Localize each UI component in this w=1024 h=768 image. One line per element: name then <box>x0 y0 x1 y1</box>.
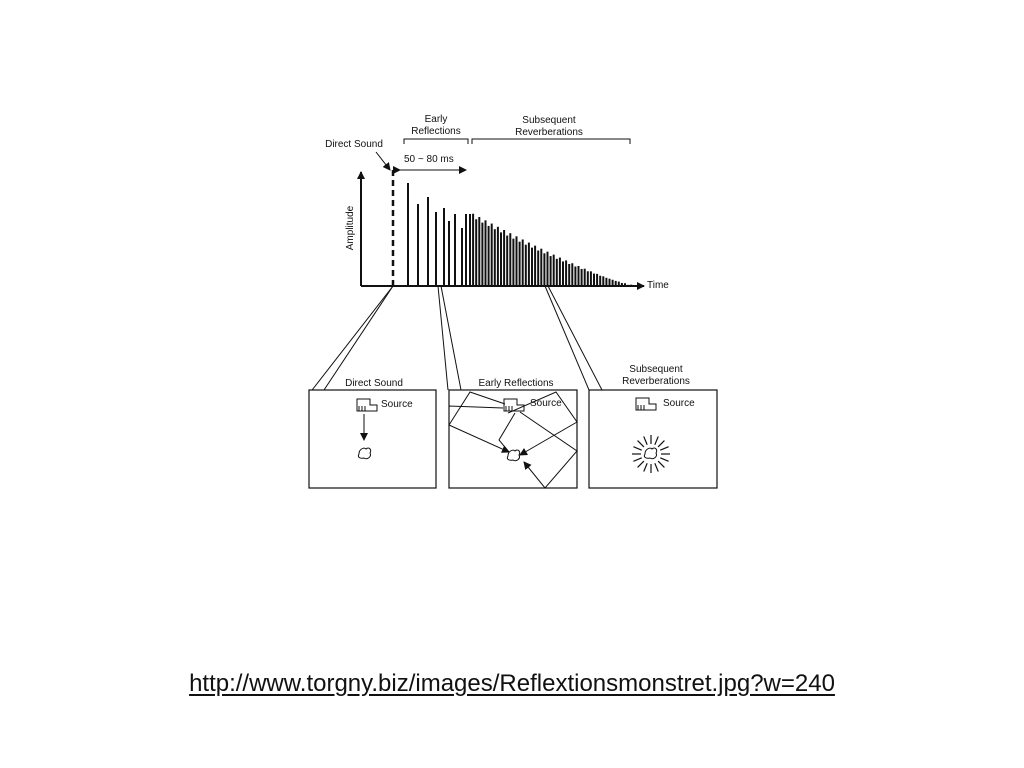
time-axis-label: Time <box>647 280 669 291</box>
connector-early-right <box>441 286 575 390</box>
early-reflections-bracket <box>404 139 468 144</box>
panel-subsequent-reverberations <box>589 364 717 488</box>
panel-direct-sound <box>309 378 436 488</box>
connector-early-left <box>438 286 448 390</box>
amplitude-axis-label: Amplitude <box>345 205 356 251</box>
source-url-link[interactable]: http://www.torgny.biz/images/Reflextionsmonstret.jpg?w=240 <box>189 670 835 697</box>
time-window-label: 50 ~ 80 ms <box>404 154 454 165</box>
subsequent-label-line1: Subsequent <box>522 115 576 126</box>
panel-subsequent-title-line2: Reverberations <box>622 376 690 387</box>
direct-sound-pointer <box>376 152 390 170</box>
listener-icon <box>644 448 656 459</box>
reflection-bars <box>408 183 634 286</box>
panel-early-reflections-title: Early Reflections <box>478 378 554 389</box>
subsequent-label-line2: Reverberations <box>515 127 583 138</box>
connector-subsequent-left <box>545 286 589 390</box>
direct-sound-label: Direct Sound <box>325 139 383 150</box>
early-reflections-label-line1: Early <box>424 114 448 125</box>
panel-early-source-label: Source <box>530 398 562 409</box>
listener-icon <box>358 448 370 459</box>
panel-subsequent-source-label: Source <box>663 398 695 409</box>
panel-subsequent-title-line1: Subsequent <box>629 364 683 375</box>
panel-early-reflections <box>449 378 577 488</box>
connector-direct-right <box>324 286 435 390</box>
subsequent-bracket <box>472 139 630 144</box>
early-reflections-label-line2: Reflections <box>411 126 461 137</box>
panel-direct-sound-title: Direct Sound <box>345 378 403 389</box>
panel-direct-source-label: Source <box>381 399 413 410</box>
listener-icon <box>507 450 519 461</box>
